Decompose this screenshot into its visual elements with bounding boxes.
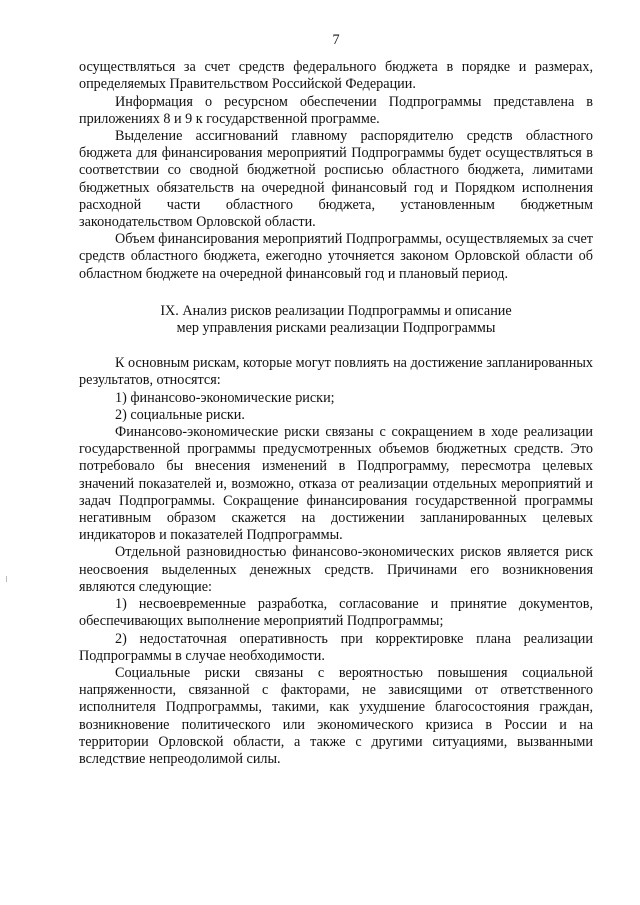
list-item-financial-risks: 1) финансово-экономические риски; — [115, 389, 335, 406]
scan-mark — [6, 576, 7, 582]
list-item-social-risks: 2) социальные риски. — [115, 406, 245, 423]
paragraph-main-risks: К основным рискам, которые могут повлиять на достижение запланированных результатов, относятся: — [79, 355, 593, 389]
paragraph-social-risks-detail: Социальные риски связаны с вероятностью повышения социальной напряженности, связанной с факторами, не зависящими от ответственного исполнителя Подпрограммы, такими, как ухудшение благосостояния граждан, возникновение политического или экономического кризиса в России и на территории Орловской области, а также с другими ситуациями, вызванными вследствие непреодолимой силы. — [79, 664, 593, 767]
paragraph-financial-risks-detail: Финансово-экономические риски связаны с сокращением в ходе реализации государственной программы предусмотренных объемов бюджетных средств. Это потребовало бы внесения изменений в Подпрограмму, пересмотра целевых значений показателей и, возможно, отказа от реализации отдельных мероприятий и задач Подпрограммы. Сокращение финансирования государственной программы негативным образом скажется на достижении запланированных целевых индикаторов и показателей Подпрограммы. — [79, 424, 593, 544]
list-item-insufficient-efficiency: 2) недостаточная оперативность при корректировке плана реализации Подпрограммы в случае необходимости. — [79, 630, 593, 664]
section-heading-line-1: IX. Анализ рисков реализации Подпрограммы и описание — [160, 302, 512, 319]
document-page — [79, 32, 593, 768]
list-item-untimely-documents: 1) несвоевременные разработка, согласование и принятие документов, обеспечивающих выполнение мероприятий Подпрограммы; — [79, 596, 593, 630]
paragraph-funding-volume: Объем финансирования мероприятий Подпрограммы, осуществляемых за счет средств областного бюджета, ежегодно уточняется законом Орловской области об областном бюджете на очередной финансовый год и плановый период. — [79, 231, 593, 282]
section-heading-line-2: мер управления рисками реализации Подпрограммы — [176, 320, 496, 337]
paragraph-non-use-risk: Отдельной разновидностью финансово-экономических рисков является риск неосвоения выделенных денежных средств. Причинами его возникновения являются следующие: — [79, 544, 593, 595]
paragraph-federal-budget: осуществляться за счет средств федерального бюджета в порядке и размерах, определяемых Правительством Российской Федерации. — [79, 59, 593, 93]
section-heading — [79, 303, 593, 337]
paragraph-allocation: Выделение ассигнований главному распорядителю средств областного бюджета для финансирования мероприятий Подпрограммы будет осуществляться в соответствии со сводной бюджетной росписью областного бюджета, лимитами бюджетных обязательств на очередной финансовый год и Порядком исполнения расходной части областного бюджета, установленным бюджетным законодательством Орловской области. — [79, 128, 593, 231]
page-number: 7 — [332, 32, 340, 48]
paragraph-resource-info: Информация о ресурсном обеспечении Подпрограммы представлена в приложениях 8 и 9 к государственной программе. — [79, 93, 593, 127]
